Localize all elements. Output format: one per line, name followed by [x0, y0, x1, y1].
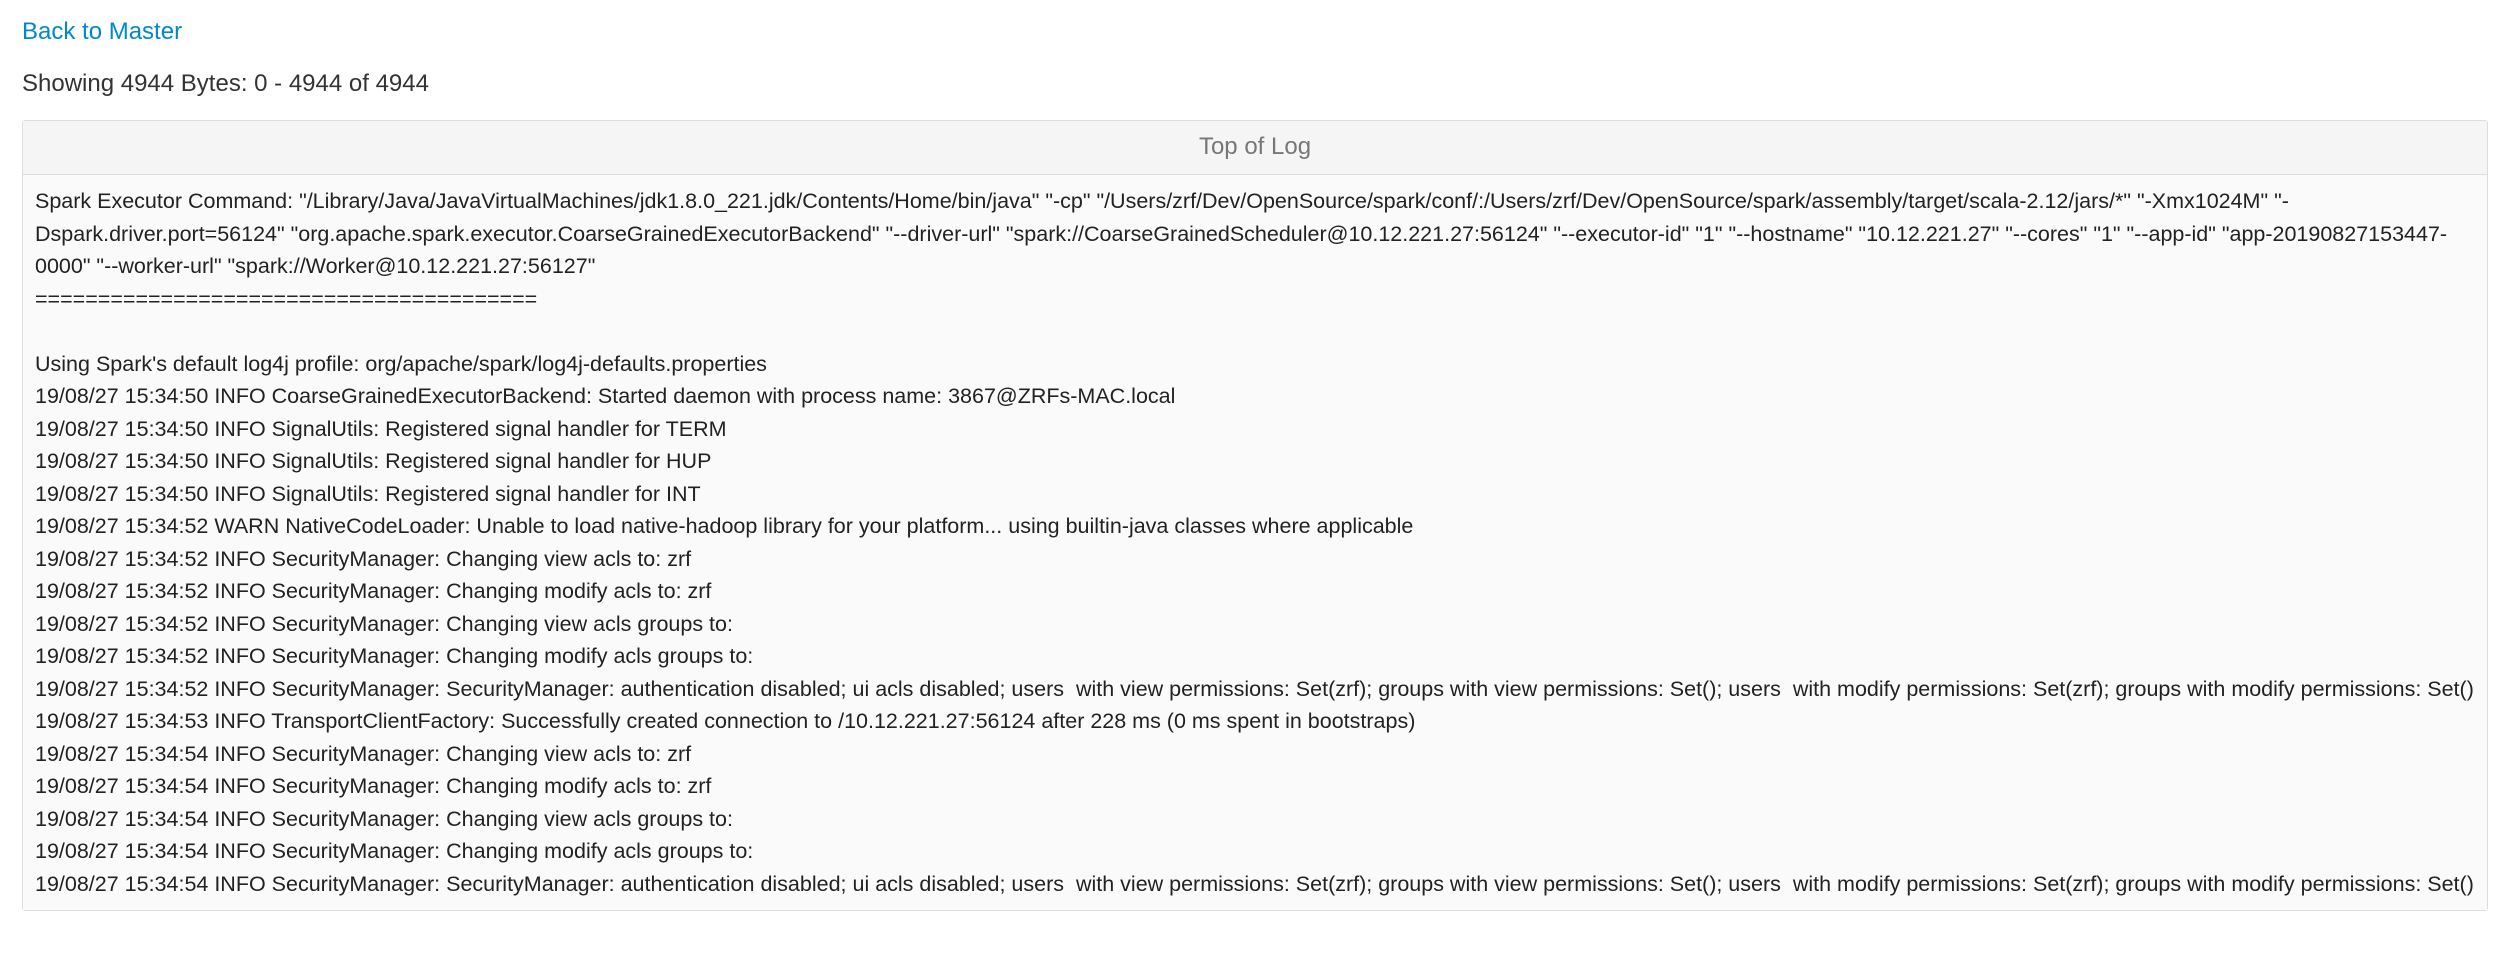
log-line: 19/08/27 15:34:54 INFO SecurityManager: Changing modify acls to: zrf [35, 774, 712, 798]
log-line: 19/08/27 15:34:54 INFO SecurityManager: SecurityManager: authentication disabled; ui acls disabled; users with view permissions: Set(zrf); groups with view permissions: Set(); users with modify permissions: Set(zrf); groups with modify permissions: Set() [35, 871, 2474, 896]
log-line: 19/08/27 15:34:50 INFO CoarseGrainedExecutorBackend: Started daemon with process name: 3867@ZRFs-MAC.local [35, 384, 1176, 408]
log-line: 19/08/27 15:34:54 INFO SecurityManager: Changing view acls groups to: [35, 806, 733, 831]
log-line: 19/08/27 15:34:50 INFO SignalUtils: Registered signal handler for INT [35, 481, 701, 506]
log-line: ======================================== [35, 286, 538, 311]
log-line: Spark Executor Command: "/Library/Java/JavaVirtualMachines/jdk1.8.0_221.jdk/Contents/Home/bin/java" "-cp" "/Users/zrf/Dev/OpenSource/spark/conf/:/Users/zrf/Dev/OpenSource/spark/assembly/target/scala-2.12/jars/*" "-Xmx1024M" "-Dspark.driver.port=56124" "org.apache.spark.executor.CoarseGrainedExecutorBackend" "--driver-url" "spark://CoarseGrainedScheduler@10.12.221.27:56124" "--executor-id" "1" "--hostname" "10.12.221.27" "--cores" "1" "--app-id" "app-20190827153447-0000" "--worker-url" "spark://Worker@10.12.221.27:56127" [35, 189, 2448, 278]
log-line [35, 315, 2477, 348]
log-line: 19/08/27 15:34:54 INFO SecurityManager: Changing view acls to: zrf [35, 741, 692, 766]
back-to-master-link[interactable]: Back to Master [22, 18, 183, 45]
log-panel-header: Top of Log [23, 121, 2487, 175]
log-line: 19/08/27 15:34:54 INFO SecurityManager: Changing modify acls groups to: [35, 839, 754, 863]
log-line: Using Spark's default log4j profile: org/apache/spark/log4j-defaults.properties [35, 351, 767, 376]
log-line: 19/08/27 15:34:52 INFO SecurityManager: Changing view acls groups to: [35, 611, 733, 636]
log-line: 19/08/27 15:34:50 INFO SignalUtils: Registered signal handler for HUP [35, 449, 712, 473]
log-line: 19/08/27 15:34:52 INFO SecurityManager: Changing modify acls groups to: [35, 644, 754, 668]
log-line: 19/08/27 15:34:52 INFO SecurityManager: Changing view acls to: zrf [35, 546, 692, 571]
log-panel [22, 120, 2488, 911]
log-line: 19/08/27 15:34:52 WARN NativeCodeLoader: Unable to load native-hadoop library for your platform... using builtin-java classes where applicable [35, 514, 1414, 538]
log-line: 19/08/27 15:34:52 INFO SecurityManager: Changing modify acls to: zrf [35, 579, 712, 603]
log-line: 19/08/27 15:34:52 INFO SecurityManager: SecurityManager: authentication disabled; ui acls disabled; users with view permissions: Set(zrf); groups with view permissions: Set(); users with modify permissions: Set(zrf); groups with modify permissions: Set() [35, 676, 2474, 701]
log-content[interactable] [23, 175, 2487, 910]
byte-range-status: Showing 4944 Bytes: 0 - 4944 of 4944 [22, 70, 429, 97]
log-line: 19/08/27 15:34:53 INFO TransportClientFactory: Successfully created connection to /10.12.221.27:56124 after 228 ms (0 ms spent in bootstraps) [35, 709, 1416, 733]
log-line: 19/08/27 15:34:50 INFO SignalUtils: Registered signal handler for TERM [35, 416, 727, 441]
